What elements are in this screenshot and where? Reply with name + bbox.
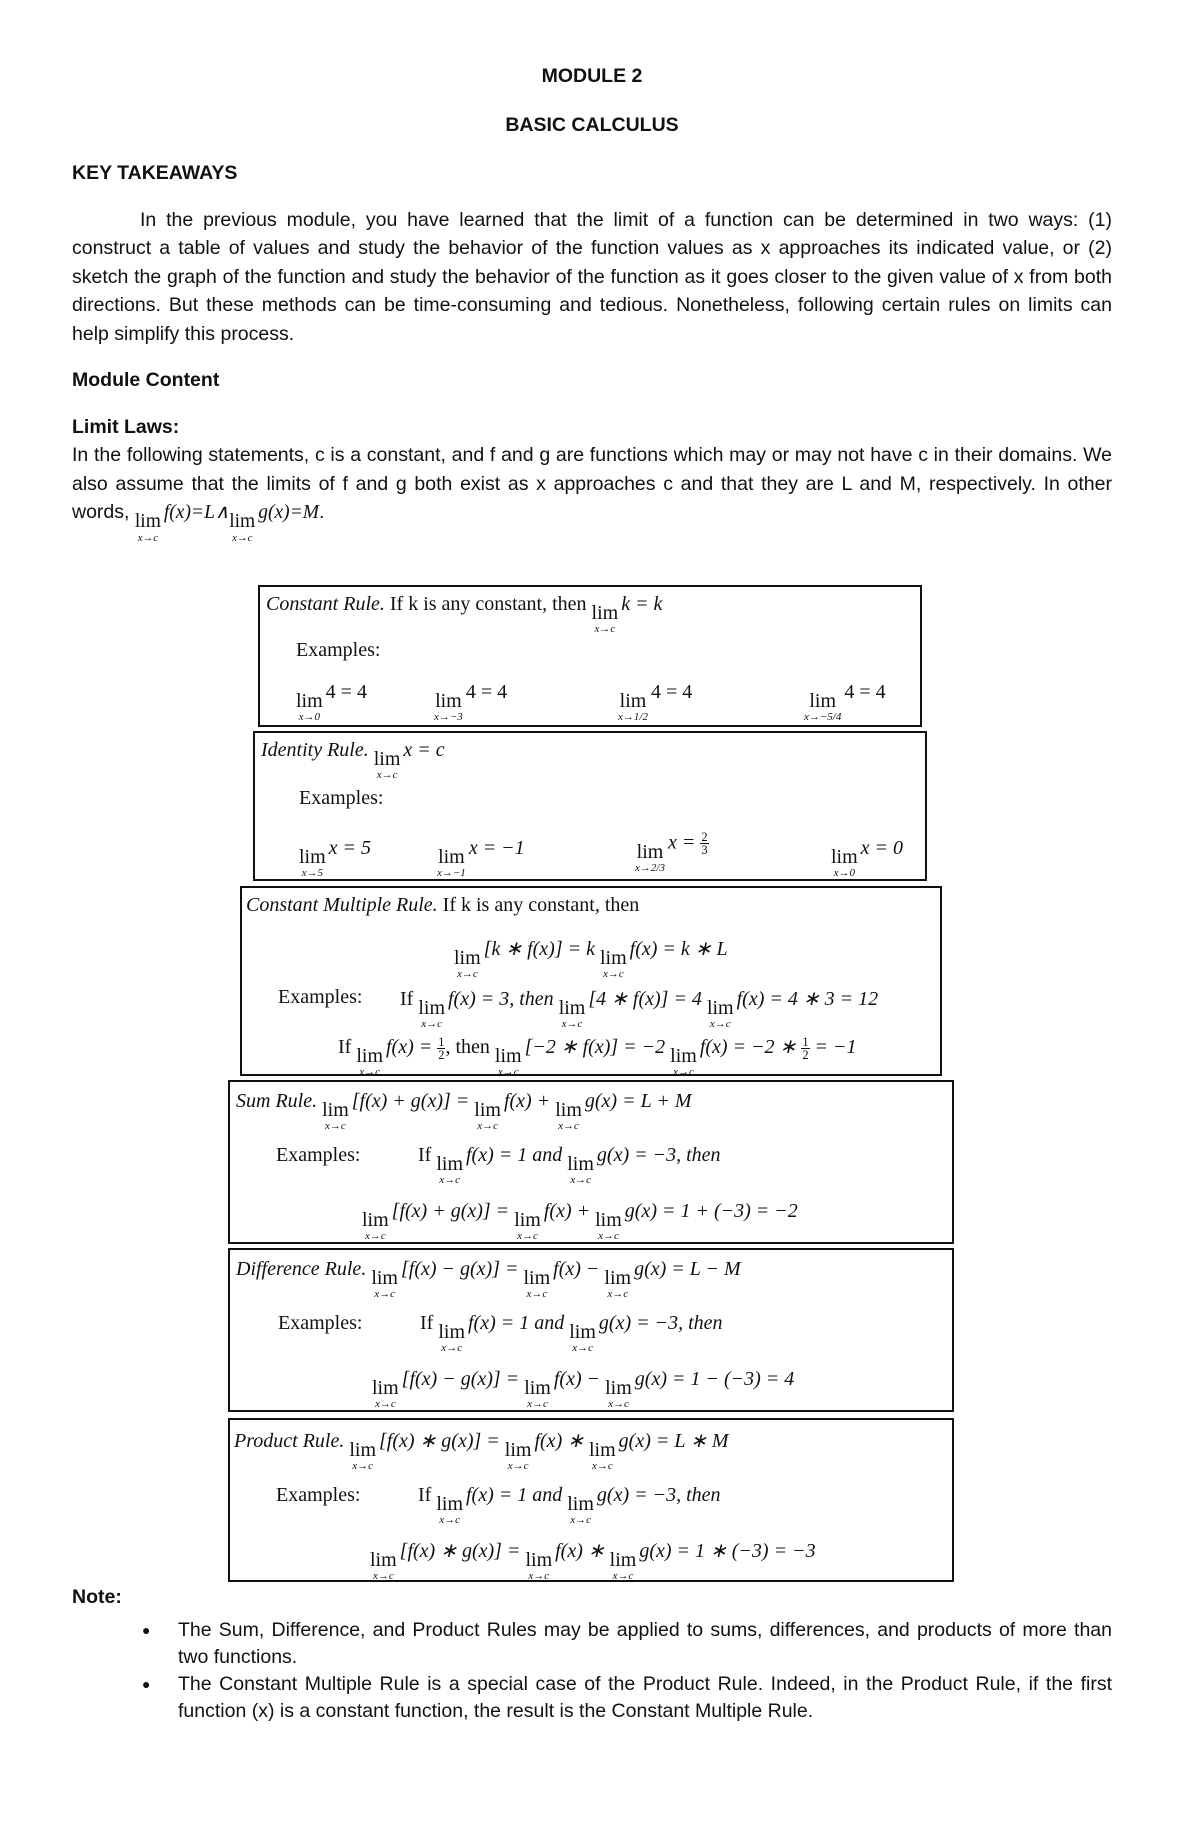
- difference-rule-heading: Difference Rule. lim x→c [f(x) − g(x)] = lim x→c f(x) − lim x→c g(x) = L − M: [236, 1258, 741, 1300]
- constant-multiple-rule-box: [240, 886, 942, 1076]
- identity-rule-heading: Identity Rule. lim x→c x = c: [261, 739, 445, 781]
- difference-rule-examples-label: Examples:: [278, 1312, 363, 1334]
- constant-multiple-formula: lim x→c [k ∗ f(x)] = k lim x→c f(x) = k ∗ L: [454, 938, 728, 980]
- identity-rule-box: [253, 731, 927, 881]
- identity-example: lim x→2/3 x = $\frac{2}{3}$: [635, 830, 708, 874]
- constant-multiple-heading: Constant Multiple Rule. If k is any constant, then: [246, 894, 640, 916]
- product-example-2: lim x→c [f(x) ∗ g(x)] = lim x→c f(x) ∗ lim x→c g(x) = 1 ∗ (−3) = −3: [370, 1540, 816, 1582]
- product-rule-heading: Product Rule. lim x→c [f(x) ∗ g(x)] = lim x→c f(x) ∗ lim x→c g(x) = L ∗ M: [234, 1430, 729, 1472]
- identity-rule-examples-label: Examples:: [299, 787, 384, 809]
- lim-operator: lim x→c: [229, 511, 256, 544]
- note-section: [72, 1584, 1112, 1725]
- product-rule-examples-label: Examples:: [276, 1484, 361, 1506]
- product-rule-box: [228, 1418, 954, 1582]
- key-takeaways-heading: KEY TAKEAWAYS: [72, 162, 238, 184]
- subject-title: BASIC CALCULUS: [505, 113, 679, 136]
- constant-rule-examples-label: Examples:: [296, 639, 381, 661]
- key-takeaways-text: In the previous module, you have learned that the limit of a function can be determined in two ways: (1) construct a table of values and study the behavior of the function values as x approaches its indicated value, or (2) sketch the graph of the function and study the behavior of the function as it goes closer to the given value of x from both directions. But these methods can be time-consuming and tedious. Nonetheless, following certain rules on limits can help simplify this process.: [72, 208, 1112, 345]
- limit-laws-paragraph: In the following statements, c is a constant, and f and g are functions which may or may not have c in their domains. We also assume that the limits of f and g both exist as x approaches c and that they are L and M, respectively. In other words, lim x→c f(x)=L∧ lim x→c g(x)=M.: [72, 444, 1112, 544]
- constant-multiple-example-2: If lim x→c f(x) = $\frac{1}{2}$ , then lim x→c [−2 ∗ f(x)] = −2 lim x→c f(x) = −2 ∗ $\frac{1}{2}$ = −1: [338, 1034, 857, 1078]
- difference-example-1: If lim x→c f(x) = 1 and lim x→c g(x) = −3, then: [420, 1312, 723, 1354]
- module-content-heading: Module Content: [72, 369, 220, 391]
- limit-laws-formula-f: f(x)=L∧: [163, 502, 230, 523]
- note-heading: Note:: [72, 1586, 122, 1608]
- list-item: ● The Sum, Difference, and Product Rules may be applied to sums, differences, and products of more than two functions.: [178, 1617, 1112, 1671]
- limit-laws-text: In the following statements, c is a constant, and f and g are functions which may or may not have c in their domains. We also assume that the limits of f and g both exist as x approaches c and that they are L and M, respectively. In other words,: [72, 444, 1112, 523]
- sum-rule-heading: Sum Rule. lim x→c [f(x) + g(x)] = lim x→c f(x) + lim x→c g(x) = L + M: [236, 1090, 692, 1132]
- difference-rule-box: [228, 1248, 954, 1412]
- limit-laws-heading: Limit Laws:: [72, 415, 180, 438]
- constant-rule-heading: Constant Rule. If k is any constant, then lim x→c k = k: [266, 593, 663, 635]
- list-item: ● The Constant Multiple Rule is a special case of the Product Rule. Indeed, in the Product Rule, if the first function (x) is a constant function, the result is the Constant Multiple Rule.: [178, 1671, 1112, 1725]
- identity-example: lim x→0 x = 0: [831, 837, 904, 879]
- sum-example-2: lim x→c [f(x) + g(x)] = lim x→c f(x) + lim x→c g(x) = 1 + (−3) = −2: [362, 1200, 798, 1242]
- constant-example: lim x→1/2 4 = 4: [618, 681, 693, 723]
- constant-multiple-example-1: If lim x→c f(x) = 3, then lim x→c [4 ∗ f(x)] = 4 lim x→c f(x) = 4 ∗ 3 = 12: [400, 988, 879, 1030]
- constant-example: lim x→−5/4 4 = 4: [804, 681, 886, 723]
- constant-example: lim x→−3 4 = 4: [434, 681, 508, 723]
- module-title: MODULE 2: [541, 65, 643, 87]
- sum-example-1: If lim x→c f(x) = 1 and lim x→c g(x) = −3, then: [418, 1144, 721, 1186]
- note-list: [72, 1617, 1112, 1725]
- constant-rule-box: [258, 585, 922, 727]
- sum-rule-examples-label: Examples:: [276, 1144, 361, 1166]
- identity-example: lim x→−1 x = −1: [437, 837, 525, 879]
- identity-example: lim x→5 x = 5: [299, 837, 372, 879]
- sum-rule-box: [228, 1080, 954, 1244]
- difference-example-2: lim x→c [f(x) − g(x)] = lim x→c f(x) − lim x→c g(x) = 1 − (−3) = 4: [372, 1368, 795, 1410]
- limit-laws-formula-g: g(x)=M: [258, 502, 320, 523]
- constant-multiple-examples-label: Examples:: [278, 986, 363, 1008]
- constant-example: lim x→0 4 = 4: [296, 681, 367, 723]
- lim-operator: lim x→c: [134, 511, 161, 544]
- product-example-1: If lim x→c f(x) = 1 and lim x→c g(x) = −3, then: [418, 1484, 721, 1526]
